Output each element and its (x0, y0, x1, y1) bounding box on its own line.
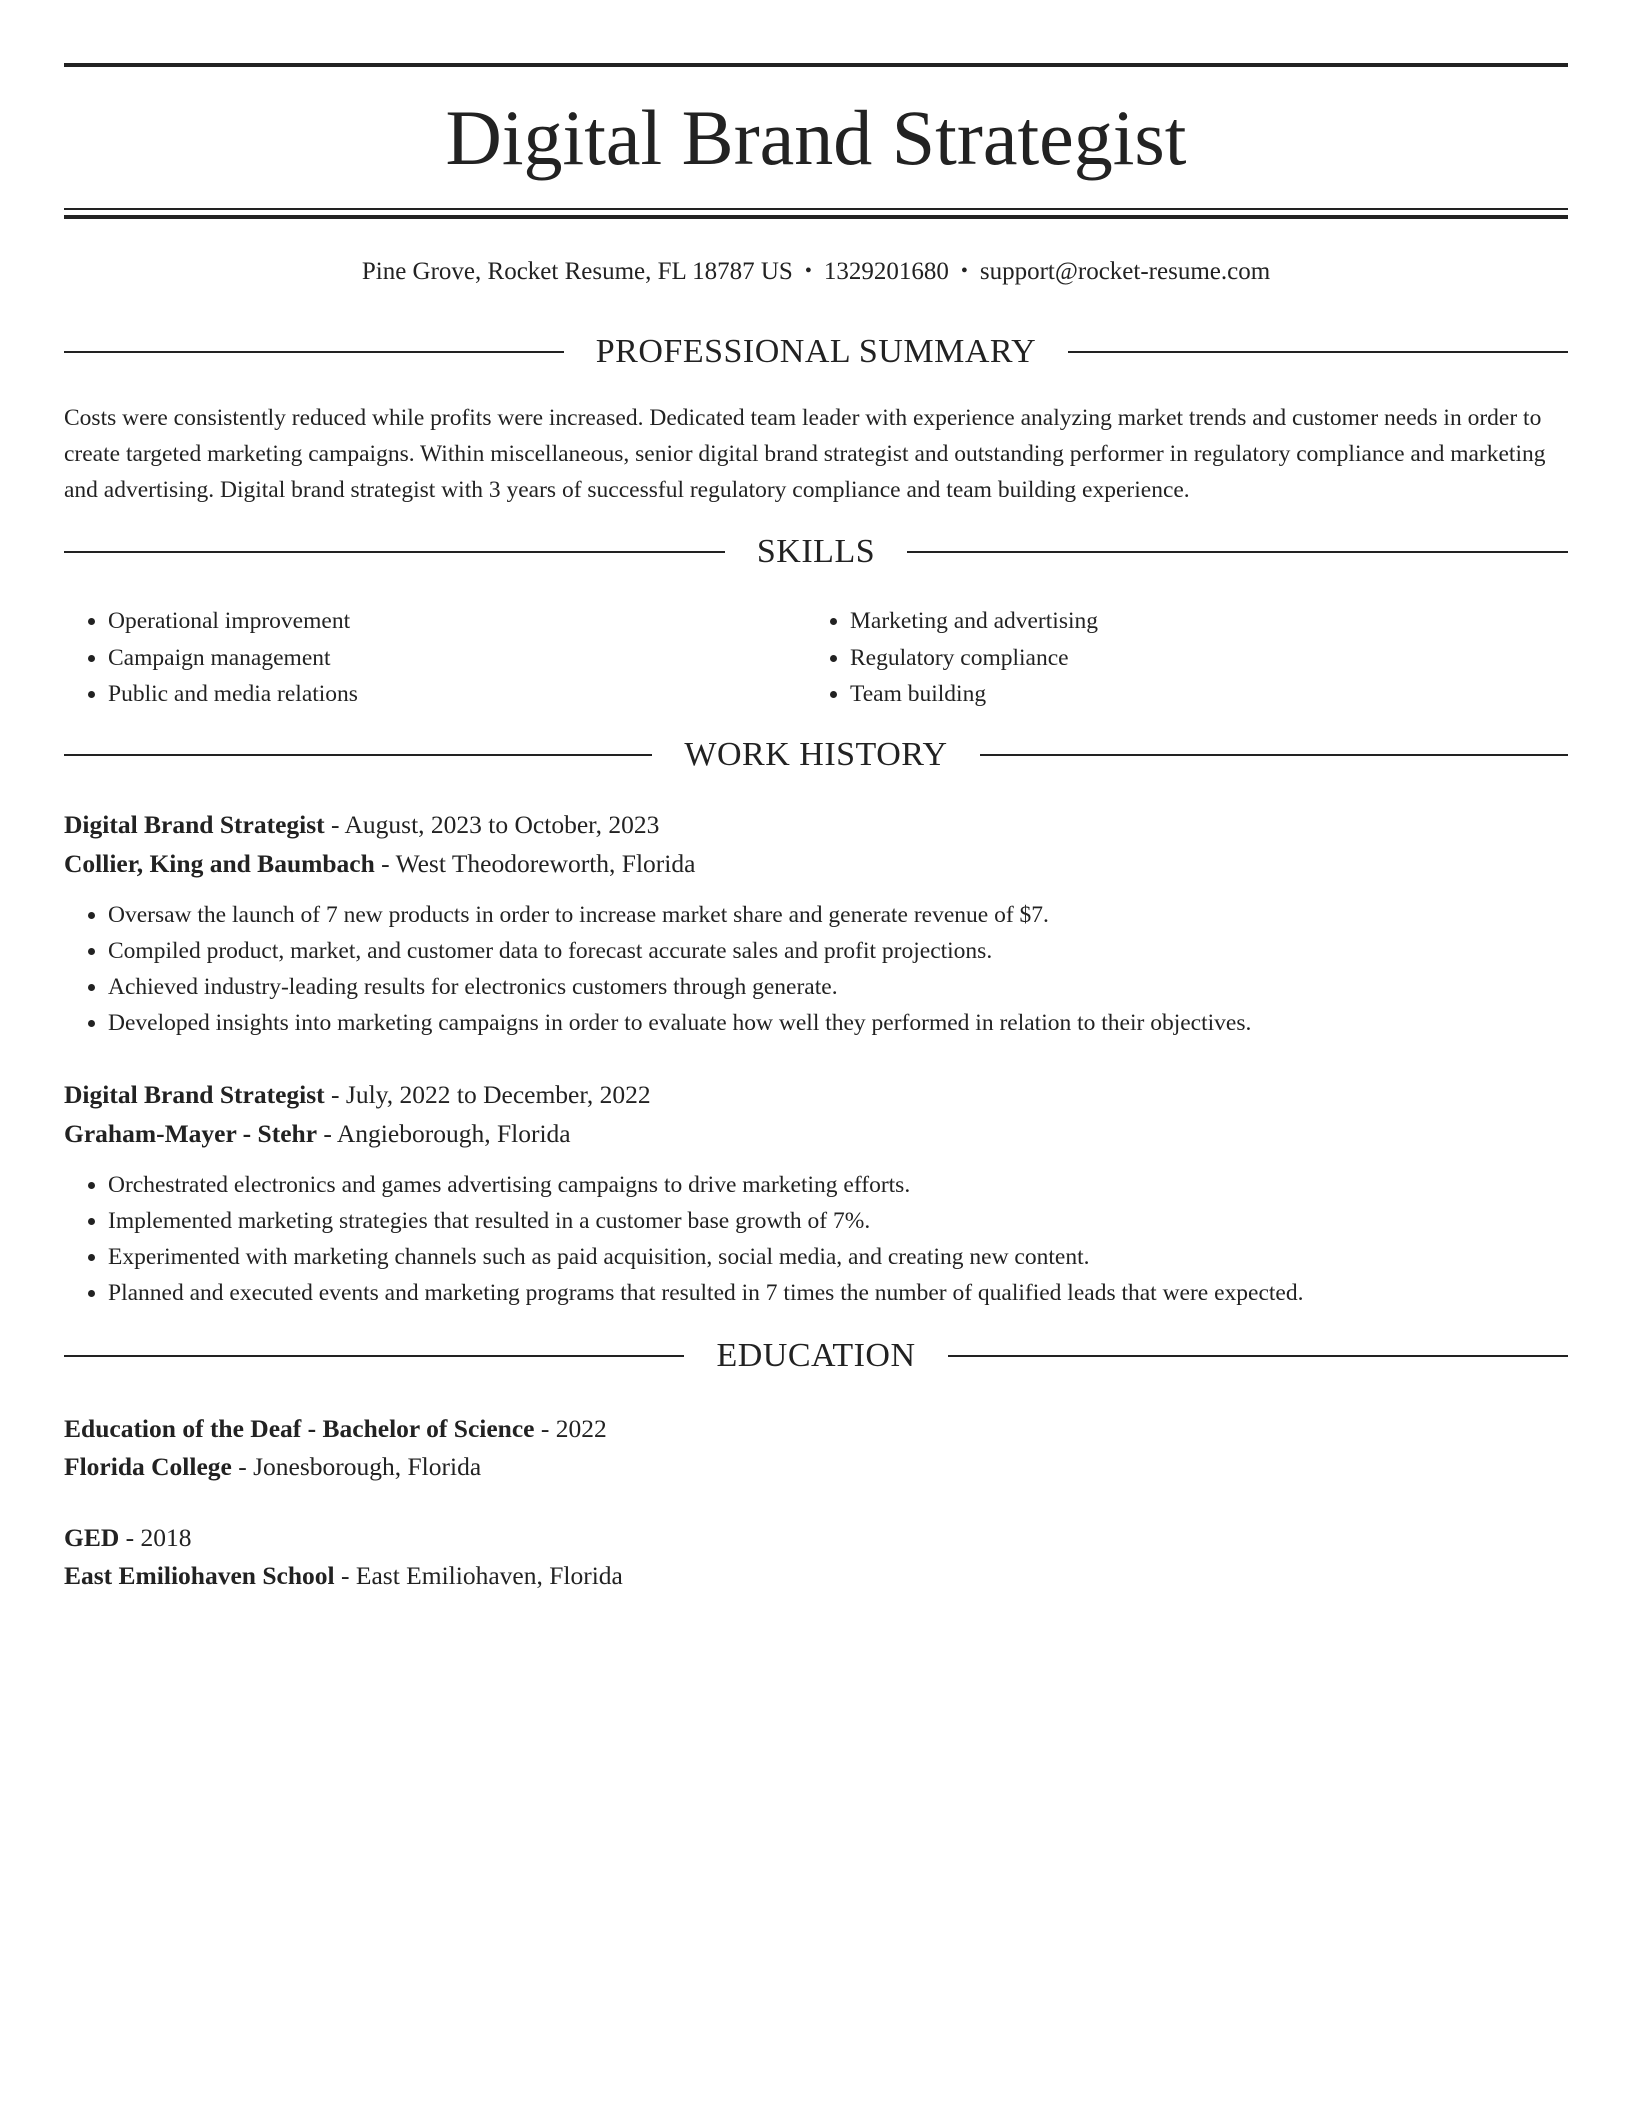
edu-year: - 2018 (119, 1523, 192, 1552)
job-title: Digital Brand Strategist (64, 810, 325, 839)
job-bullet: • Planned and executed events and marketing programs that resulted in 7 times the number of qualified leads that were expected. (108, 1275, 1568, 1311)
heading-rule (64, 1355, 684, 1357)
double-rule (64, 208, 1568, 219)
job-company: Graham-Mayer - Stehr (64, 1119, 318, 1148)
job-dates: - July, 2022 to December, 2022 (324, 1080, 651, 1109)
education-heading (64, 1336, 1568, 1376)
summary-heading (64, 332, 1568, 372)
skills-list (64, 603, 1568, 713)
job-bullets (64, 897, 1568, 1041)
summary-heading-title: PROFESSIONAL SUMMARY (595, 333, 1037, 370)
heading-rule (64, 351, 564, 353)
job-location: - West Theodoreworth, Florida (374, 849, 696, 878)
skill-item: • Public and media relations (108, 676, 806, 713)
skill-item: • Campaign management (108, 640, 806, 677)
skills-column-right (806, 603, 1548, 713)
edu-school: East Emiliohaven School (64, 1561, 335, 1590)
job-entry (64, 1076, 1568, 1311)
top-rule (64, 63, 1568, 67)
job-bullets (64, 1167, 1568, 1311)
heading-rule (1068, 351, 1568, 353)
edu-year: - 2022 (534, 1414, 607, 1443)
heading-rule (64, 551, 725, 553)
heading-rule (948, 1355, 1568, 1357)
candidate-name: Digital Brand Strategist (445, 94, 1187, 181)
contact-address: Pine Grove, Rocket Resume, FL 18787 US (361, 258, 793, 285)
skills-heading-title: SKILLS (756, 533, 876, 570)
skill-item: • Marketing and advertising (850, 603, 1548, 640)
edu-school-line (64, 1557, 1568, 1595)
job-bullet: • Oversaw the launch of 7 new products in order to increase market share and generate revenue of $7. (108, 897, 1568, 933)
job-location: - Angieborough, Florida (317, 1119, 571, 1148)
edu-school-line (64, 1448, 1568, 1486)
job-bullet: • Compiled product, market, and customer data to forecast accurate sales and profit projections. (108, 933, 1568, 969)
edu-location: - East Emiliohaven, Florida (334, 1561, 623, 1590)
job-company-line (64, 1115, 1568, 1153)
job-company: Collier, King and Baumbach (64, 849, 375, 878)
skill-item: • Regulatory compliance (850, 640, 1548, 677)
contact-phone: 1329201680 (823, 258, 949, 285)
education-entry (64, 1519, 1568, 1595)
skill-item: • Team building (850, 676, 1548, 713)
job-title-line (64, 1076, 1568, 1114)
edu-school: Florida College (64, 1452, 232, 1481)
job-bullet: • Developed insights into marketing campaigns in order to evaluate how well they performed in relation to their objectives. (108, 1005, 1568, 1041)
education-entry (64, 1410, 1568, 1486)
job-company-line (64, 845, 1568, 883)
education-heading-title: EDUCATION (716, 1337, 916, 1374)
edu-degree-line (64, 1519, 1568, 1557)
work-heading-title: WORK HISTORY (684, 736, 948, 773)
skill-item: • Operational improvement (108, 603, 806, 640)
job-bullet: • Achieved industry-leading results for electronics customers through generate. (108, 969, 1568, 1005)
work-heading (64, 735, 1568, 775)
job-dates: - August, 2023 to October, 2023 (324, 810, 660, 839)
contact-separator: • (960, 260, 968, 282)
summary-text: Costs were consistently reduced while profits were increased. Dedicated team leader with experience analyzing market trends and customer needs in order to create targeted marketing campaigns. Within miscellaneous, senior digital brand strategist and outstanding performer in regulatory compliance and marketing and advertising. Digital brand strategist with 3 years of successful regulatory compliance and team building experience. (64, 405, 1546, 503)
edu-degree-line (64, 1410, 1568, 1448)
skills-column-left (64, 603, 806, 713)
heading-rule (907, 551, 1568, 553)
job-title: Digital Brand Strategist (64, 1080, 325, 1109)
heading-rule (980, 754, 1568, 756)
job-bullet: • Implemented marketing strategies that resulted in a customer base growth of 7%. (108, 1203, 1568, 1239)
job-title-line (64, 806, 1568, 844)
contact-separator: • (804, 260, 812, 282)
job-bullet: • Orchestrated electronics and games advertising campaigns to drive marketing efforts. (108, 1167, 1568, 1203)
edu-degree: GED (64, 1523, 120, 1552)
contact-email: support@rocket-resume.com (979, 258, 1271, 285)
heading-rule (64, 754, 652, 756)
edu-location: - Jonesborough, Florida (231, 1452, 482, 1481)
edu-degree: Education of the Deaf - Bachelor of Science (64, 1414, 535, 1443)
skills-heading (64, 532, 1568, 572)
contact-line (64, 254, 1568, 291)
job-bullet: • Experimented with marketing channels such as paid acquisition, social media, and creating new content. (108, 1239, 1568, 1275)
job-entry (64, 806, 1568, 1041)
